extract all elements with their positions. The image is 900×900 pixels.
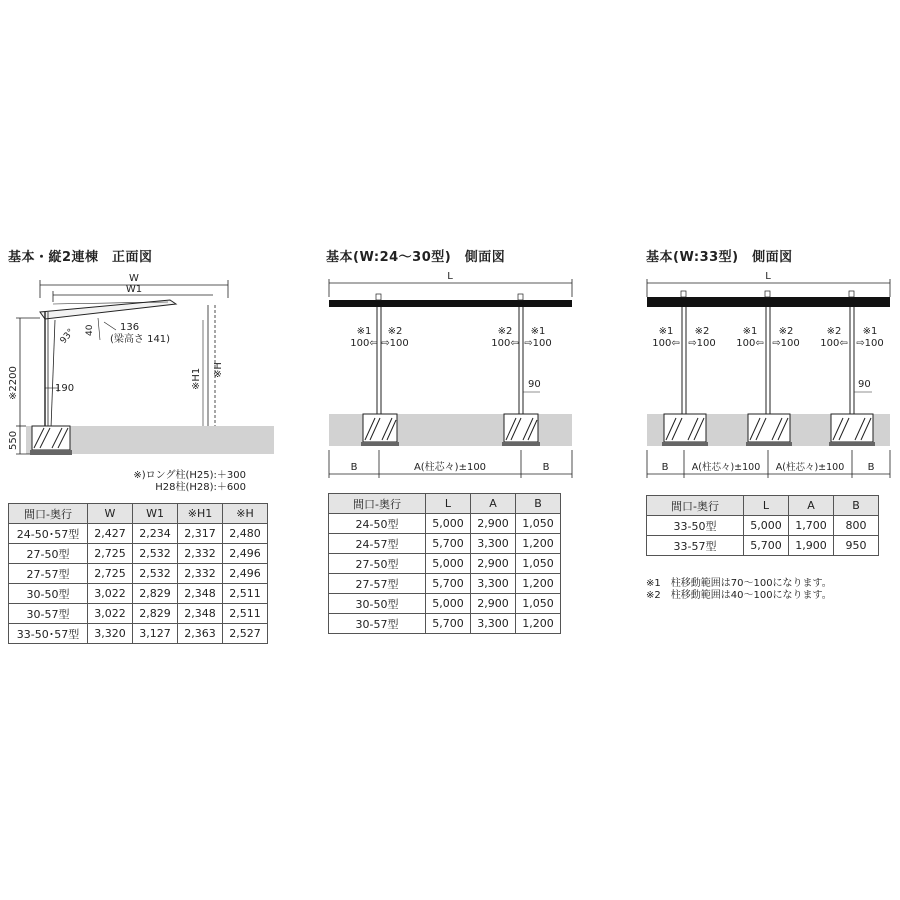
label-move-right: ⇨100 — [381, 338, 409, 349]
table-cell: 1,700 — [789, 516, 834, 536]
label-h: ※H — [213, 362, 224, 378]
col-header: B — [834, 496, 879, 516]
table-cell: 5,000 — [426, 514, 471, 534]
table-cell: 1,200 — [516, 534, 561, 554]
label-190: 190 — [55, 383, 75, 394]
table-cell: 27-57型 — [9, 564, 88, 584]
col-header: L — [426, 494, 471, 514]
side-view-33-notes — [646, 578, 832, 602]
table-cell: 1,200 — [516, 614, 561, 634]
label-b-left: B — [350, 462, 358, 473]
table-cell: 30-50型 — [9, 584, 88, 604]
table-cell: 1,900 — [789, 536, 834, 556]
table-cell: 2,829 — [133, 584, 178, 604]
table-cell: 2,332 — [178, 544, 223, 564]
label-note2: ※2 — [778, 326, 794, 337]
col-header: ※H1 — [178, 504, 223, 524]
label-a-right: A(柱芯々)±100 — [775, 462, 845, 473]
side-view-24-30-title: 基本(W:24〜30型) 側面図 — [326, 250, 506, 265]
label-move-left: 100⇦ — [652, 338, 680, 349]
label-l: L — [447, 271, 453, 282]
table-cell: 1,050 — [516, 514, 561, 534]
label-move-right: ⇨100 — [688, 338, 716, 349]
table-cell: 2,332 — [178, 564, 223, 584]
table-cell: 33-50型 — [647, 516, 744, 536]
label-note1-left: ※1 — [356, 326, 372, 337]
label-b-left: B — [661, 462, 669, 473]
table-cell: 24-57型 — [329, 534, 426, 554]
table-cell: 2,511 — [223, 584, 268, 604]
table-cell: 2,234 — [133, 524, 178, 544]
note-long-column: ※)ロング柱(H25):＋300 — [133, 470, 246, 481]
table-cell: 2,348 — [178, 584, 223, 604]
table-cell: 1,050 — [516, 554, 561, 574]
label-move-left: 100⇦ — [350, 338, 378, 349]
label-w1: W1 — [125, 284, 143, 295]
table-cell: 2,496 — [223, 544, 268, 564]
label-beam-height: (梁高さ 141) — [110, 334, 171, 345]
table-cell: 5,000 — [744, 516, 789, 536]
roof-bar — [647, 297, 890, 307]
table-cell: 5,700 — [426, 534, 471, 554]
col-header: 間口-奥行 — [329, 494, 426, 514]
label-550: 550 — [8, 430, 19, 450]
table-cell: 27-50型 — [9, 544, 88, 564]
label-note2-left: ※2 — [387, 326, 403, 337]
table-cell: 2,348 — [178, 604, 223, 624]
table-cell: 2,725 — [88, 564, 133, 584]
label-move-right: ⇨100 — [772, 338, 800, 349]
table-cell: 3,127 — [133, 624, 178, 644]
label-note2: ※2 — [826, 326, 842, 337]
table-cell: 24-50型 — [329, 514, 426, 534]
table-header-row — [647, 496, 879, 516]
label-136: 136 — [120, 322, 140, 333]
table-cell: 2,725 — [88, 544, 133, 564]
table-cell: 5,700 — [426, 574, 471, 594]
note-column-range-1: ※1 柱移動範囲は70〜100になります。 — [646, 578, 832, 589]
label-move-left: 100⇦ — [820, 338, 848, 349]
table-cell: 2,527 — [223, 624, 268, 644]
side-view-33-title: 基本(W:33型) 側面図 — [646, 250, 793, 265]
table-cell: 3,300 — [471, 534, 516, 554]
table-cell: 3,022 — [88, 604, 133, 624]
table-cell: 2,532 — [133, 544, 178, 564]
label-note1: ※1 — [742, 326, 758, 337]
table-cell: 2,511 — [223, 604, 268, 624]
table-cell: 27-57型 — [329, 574, 426, 594]
label-40: 40 — [85, 324, 95, 336]
table-cell: 2,427 — [88, 524, 133, 544]
col-header: A — [789, 496, 834, 516]
side-view-33-table — [646, 495, 879, 556]
table-cell: 33-50･57型 — [9, 624, 88, 644]
label-l: L — [765, 271, 771, 282]
label-move-left: 100⇦ — [491, 338, 519, 349]
col-header: 間口-奥行 — [9, 504, 88, 524]
table-cell: 3,300 — [471, 574, 516, 594]
table-cell: 5,000 — [426, 594, 471, 614]
col-header: L — [744, 496, 789, 516]
label-h1: ※H1 — [191, 367, 202, 390]
note-h28-column: H28柱(H28):＋600 — [155, 482, 246, 493]
label-b-right: B — [867, 462, 875, 473]
label-w: W — [129, 273, 139, 284]
table-cell: 33-57型 — [647, 536, 744, 556]
table-cell: 5,700 — [744, 536, 789, 556]
label-move-left: 100⇦ — [736, 338, 764, 349]
label-2200: ※2200 — [8, 366, 19, 400]
label-90: 90 — [528, 379, 541, 390]
table-cell: 2,480 — [223, 524, 268, 544]
table-cell: 1,050 — [516, 594, 561, 614]
table-cell: 30-57型 — [9, 604, 88, 624]
label-note1-right: ※1 — [530, 326, 546, 337]
label-note2-right: ※2 — [497, 326, 513, 337]
table-cell: 800 — [834, 516, 879, 536]
table-cell: 30-57型 — [329, 614, 426, 634]
table-cell: 2,532 — [133, 564, 178, 584]
table-cell: 5,000 — [426, 554, 471, 574]
table-cell: 24-50･57型 — [9, 524, 88, 544]
label-move-right: ⇨100 — [524, 338, 552, 349]
table-cell: 2,900 — [471, 554, 516, 574]
table-cell: 2,363 — [178, 624, 223, 644]
table-cell: 2,900 — [471, 594, 516, 614]
col-header: W — [88, 504, 133, 524]
col-header: A — [471, 494, 516, 514]
label-b-right: B — [542, 462, 550, 473]
table-row — [647, 516, 879, 536]
table-cell: 2,317 — [178, 524, 223, 544]
table-cell: 27-50型 — [329, 554, 426, 574]
label-note2: ※2 — [694, 326, 710, 337]
table-cell: 2,900 — [471, 514, 516, 534]
col-header: 間口-奥行 — [647, 496, 744, 516]
label-a: A(柱芯々)±100 — [413, 462, 487, 473]
table-row — [647, 536, 879, 556]
col-header: B — [516, 494, 561, 514]
table-cell: 2,829 — [133, 604, 178, 624]
col-header: W1 — [133, 504, 178, 524]
table-cell: 2,496 — [223, 564, 268, 584]
table-cell: 3,300 — [471, 614, 516, 634]
label-note1: ※1 — [658, 326, 674, 337]
table-cell: 1,200 — [516, 574, 561, 594]
table-cell: 3,320 — [88, 624, 133, 644]
label-90: 90 — [858, 379, 871, 390]
label-note1: ※1 — [862, 326, 878, 337]
note-column-range-2: ※2 柱移動範囲は40〜100になります。 — [646, 590, 832, 601]
col-header: ※H — [223, 504, 268, 524]
table-cell: 30-50型 — [329, 594, 426, 614]
front-view-title: 基本・縦2連棟 正面図 — [8, 250, 153, 265]
table-cell: 5,700 — [426, 614, 471, 634]
label-move-right: ⇨100 — [856, 338, 884, 349]
table-cell: 950 — [834, 536, 879, 556]
table-cell: 3,022 — [88, 584, 133, 604]
label-angle: 93° — [58, 327, 77, 346]
label-a-left: A(柱芯々)±100 — [691, 462, 761, 473]
